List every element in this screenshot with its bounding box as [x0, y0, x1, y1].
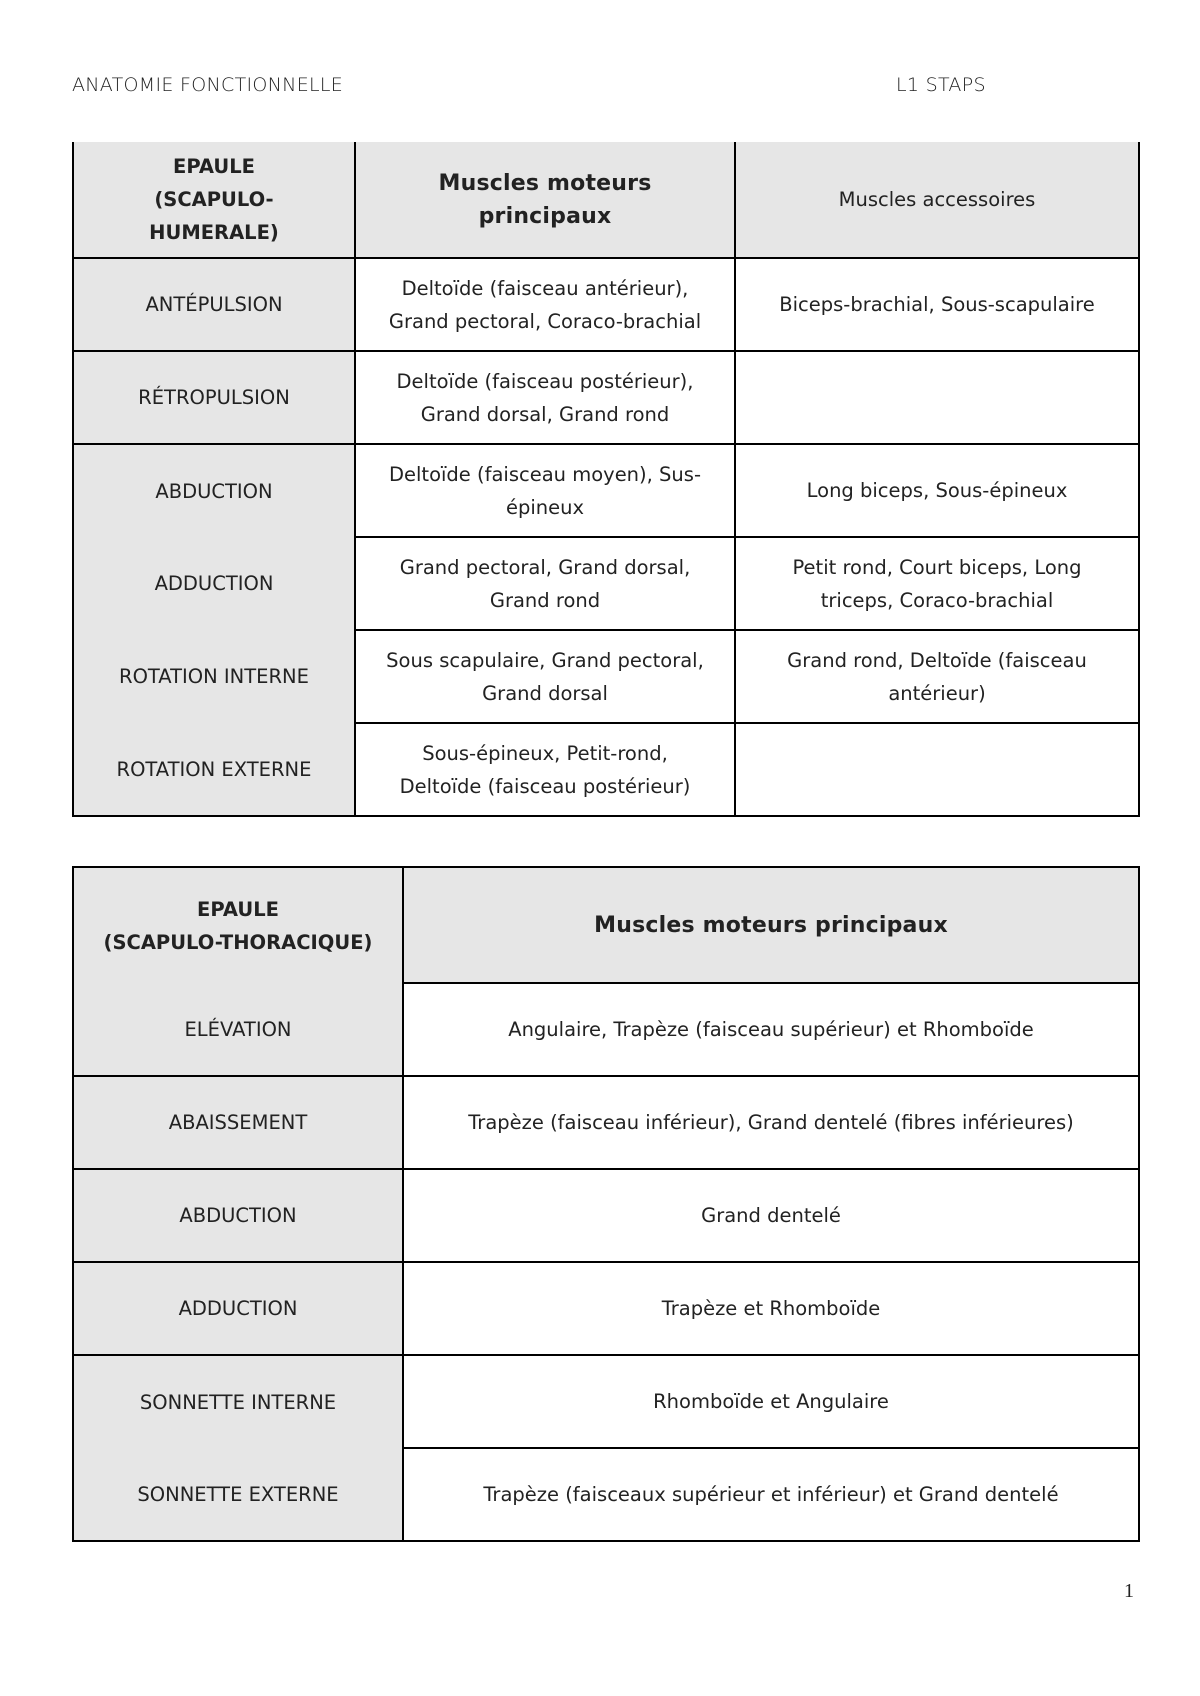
- row-label: ELÉVATION: [73, 983, 403, 1076]
- table-header-row: [73, 867, 1139, 983]
- col-header-accessory-muscles: [735, 142, 1139, 258]
- col-header-main-label: Muscles moteurs principaux: [594, 912, 948, 938]
- cell-line: Sous-épineux, Petit-rond,: [422, 741, 668, 765]
- main-muscles-cell: [355, 351, 735, 444]
- col-header-main-muscles: [355, 142, 735, 258]
- table-row: [73, 444, 1139, 537]
- main-muscles-cell: Grand dentelé: [403, 1169, 1139, 1262]
- table-header-row: [73, 142, 1139, 258]
- main-muscles-cell: Angulaire, Trapèze (faisceau supérieur) et Rhomboïde: [403, 983, 1139, 1076]
- main-muscles-cell: [355, 723, 735, 816]
- row-label: ROTATION INTERNE: [73, 630, 355, 723]
- cell-line: Grand pectoral, Grand dorsal,: [399, 555, 691, 579]
- cell-line: antérieur): [888, 681, 986, 705]
- row-label: SONNETTE EXTERNE: [73, 1448, 403, 1541]
- table-row: [73, 258, 1139, 351]
- row-label: ADDUCTION: [73, 537, 355, 630]
- accessory-muscles-cell: [735, 258, 1139, 351]
- accessory-muscles-cell: [735, 630, 1139, 723]
- header-class-level: L1 STAPS: [896, 74, 986, 96]
- table-row: [73, 1262, 1139, 1355]
- cell-line: Petit rond, Court biceps, Long: [792, 555, 1082, 579]
- row-label: ROTATION EXTERNE: [73, 723, 355, 816]
- header-course-title: ANATOMIE FONCTIONNELLE: [72, 74, 344, 96]
- table-row: [73, 1076, 1139, 1169]
- main-muscles-cell: Trapèze et Rhomboïde: [403, 1262, 1139, 1355]
- main-muscles-cell: Rhomboïde et Angulaire: [403, 1355, 1139, 1448]
- table-title-line2: (SCAPULO-HUMERALE): [149, 188, 279, 244]
- page-number: 1: [1124, 1580, 1134, 1602]
- main-muscles-cell: Trapèze (faisceau inférieur), Grand dentelé (fibres inférieures): [403, 1076, 1139, 1169]
- cell-line: Grand rond, Deltoïde (faisceau: [787, 648, 1087, 672]
- cell-line: Grand pectoral, Coraco-brachial: [388, 309, 702, 333]
- table-row: [73, 351, 1139, 444]
- row-label: SONNETTE INTERNE: [73, 1355, 403, 1448]
- table-scapulo-humerale: [72, 142, 1140, 817]
- cell-line: Grand dorsal, Grand rond: [420, 402, 670, 426]
- row-label: ANTÉPULSION: [73, 258, 355, 351]
- main-muscles-cell: [355, 444, 735, 537]
- cell-line: Long biceps, Sous-épineux: [806, 479, 1068, 502]
- table-row: [73, 1355, 1139, 1448]
- main-muscles-cell: [355, 630, 735, 723]
- col-header-main-label: Muscles moteurs principaux: [438, 170, 652, 229]
- table-row: [73, 1169, 1139, 1262]
- cell-line: épineux: [505, 495, 585, 519]
- cell-line: Grand dorsal: [482, 681, 608, 705]
- table-scapulo-thoracique: [72, 866, 1140, 1542]
- table-title-cell: [73, 142, 355, 258]
- cell-line: Biceps-brachial, Sous-scapulaire: [779, 293, 1095, 316]
- table-title-line1: EPAULE: [173, 155, 255, 178]
- table-row: [73, 630, 1139, 723]
- main-muscles-cell: Trapèze (faisceaux supérieur et inférieur) et Grand dentelé: [403, 1448, 1139, 1541]
- cell-line: Grand rond: [489, 588, 601, 612]
- cell-line: Deltoïde (faisceau postérieur): [399, 774, 691, 798]
- cell-line: Sous scapulaire, Grand pectoral,: [386, 648, 704, 672]
- table-row: [73, 723, 1139, 816]
- table-row: [73, 983, 1139, 1076]
- accessory-muscles-cell: [735, 351, 1139, 444]
- table-row: [73, 1448, 1139, 1541]
- accessory-muscles-cell: [735, 444, 1139, 537]
- col-header-main-muscles: [403, 867, 1139, 983]
- row-label: ABDUCTION: [73, 1169, 403, 1262]
- cell-line: Deltoïde (faisceau moyen), Sus-: [389, 462, 701, 486]
- main-muscles-cell: [355, 258, 735, 351]
- table-row: [73, 537, 1139, 630]
- table-title-line2: (SCAPULO-THORACIQUE): [103, 930, 373, 954]
- table-title-cell: [73, 867, 403, 983]
- col-header-acc-label: Muscles accessoires: [838, 188, 1036, 211]
- row-label: RÉTROPULSION: [73, 351, 355, 444]
- cell-line: Deltoïde (faisceau antérieur),: [401, 276, 689, 300]
- row-label: ABAISSEMENT: [73, 1076, 403, 1169]
- cell-line: Deltoïde (faisceau postérieur),: [396, 369, 694, 393]
- row-label: ADDUCTION: [73, 1262, 403, 1355]
- table-title-line1: EPAULE: [197, 897, 279, 921]
- cell-line: triceps, Coraco-brachial: [820, 588, 1054, 612]
- row-label: ABDUCTION: [73, 444, 355, 537]
- accessory-muscles-cell: [735, 537, 1139, 630]
- accessory-muscles-cell: [735, 723, 1139, 816]
- main-muscles-cell: [355, 537, 735, 630]
